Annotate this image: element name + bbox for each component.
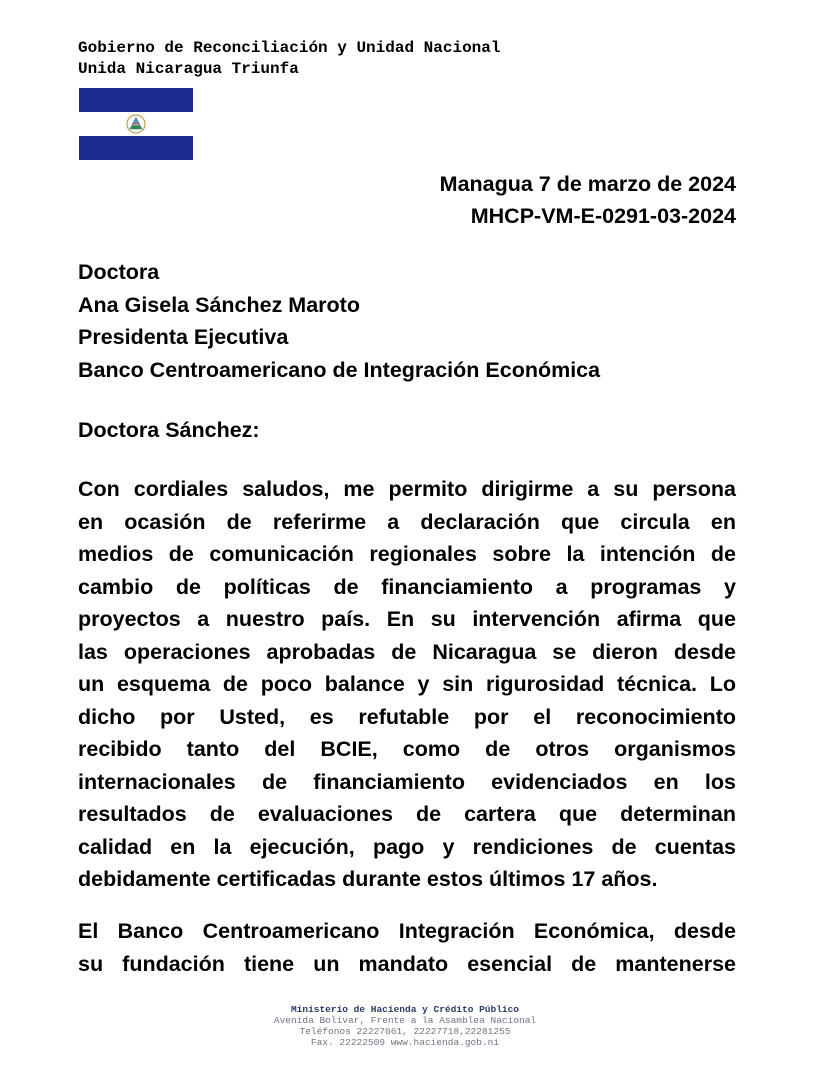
body-paragraph-2 [78,915,736,980]
recipient-title: Doctora [78,260,160,284]
paragraph-line: las operaciones aprobadas de Nicaragua se dieron desde [78,639,736,664]
paragraph-line: resultados de evaluaciones de cartera que determinan [78,802,736,826]
paragraph-line: calidad en la ejecución, pago y rendiciones de cuentas [78,834,736,859]
paragraph-line: internacionales de financiamiento evidenciados en los [78,769,736,794]
letter-reference: MHCP-VM-E-0291-03-2024 [470,204,736,228]
paragraph-line: dicho por Usted, es refutable por el reconocimiento [78,704,736,729]
paragraph-line: debidamente certificadas durante estos últimos 17 años. [78,867,658,891]
recipient-name: Ana Gisela Sánchez Maroto [78,292,360,317]
recipient-institution: Banco Centroamericano de Integración Económica [78,357,601,382]
footer-phones: Teléfonos 22227061, 22227718,22281255 [299,1026,511,1037]
footer-fax-web: Fax. 22222509 www.hacienda.gob.ni [310,1037,500,1048]
government-name: Gobierno de Reconciliación y Unidad Nacional [78,39,501,57]
paragraph-line: su fundación tiene un mandato esencial de mantenerse [78,951,736,976]
nicaragua-flag [79,88,193,160]
paragraph-line: cambio de políticas de financiamiento a programas y [78,574,736,599]
coat-of-arms-icon [125,113,147,135]
flag-bottom-stripe [79,136,193,160]
letter-date: Managua 7 de marzo de 2024 [439,172,736,196]
body-paragraph-1 [78,473,736,896]
letter-meta [440,168,736,232]
salutation: Doctora Sánchez: [78,418,260,442]
flag-top-stripe [79,88,193,112]
paragraph-line: en ocasión de referirme a declaración que circula en [78,509,736,534]
government-header [78,38,500,80]
ministry-footer [230,1004,580,1048]
paragraph-line: recibido tanto del BCIE, como de otros organismos [78,737,736,761]
paragraph-line: medios de comunicación regionales sobre la intención de [78,542,736,566]
paragraph-line: Con cordiales saludos, me permito dirigirme a su persona [78,477,736,501]
recipient-block [78,256,600,386]
paragraph-line: un esquema de poco balance y sin rigurosidad técnica. Lo [78,672,736,696]
footer-address: Avenida Bolívar, Frente a la Asamblea Nacional [273,1015,537,1026]
recipient-position: Presidenta Ejecutiva [78,325,289,349]
government-motto: Unida Nicaragua Triunfa [78,60,299,78]
footer-ministry: Ministerio de Hacienda y Crédito Público [290,1004,520,1015]
paragraph-line: El Banco Centroamericano Integración Económica, desde [78,919,736,943]
paragraph-line: proyectos a nuestro país. En su intervención afirma que [78,607,736,631]
